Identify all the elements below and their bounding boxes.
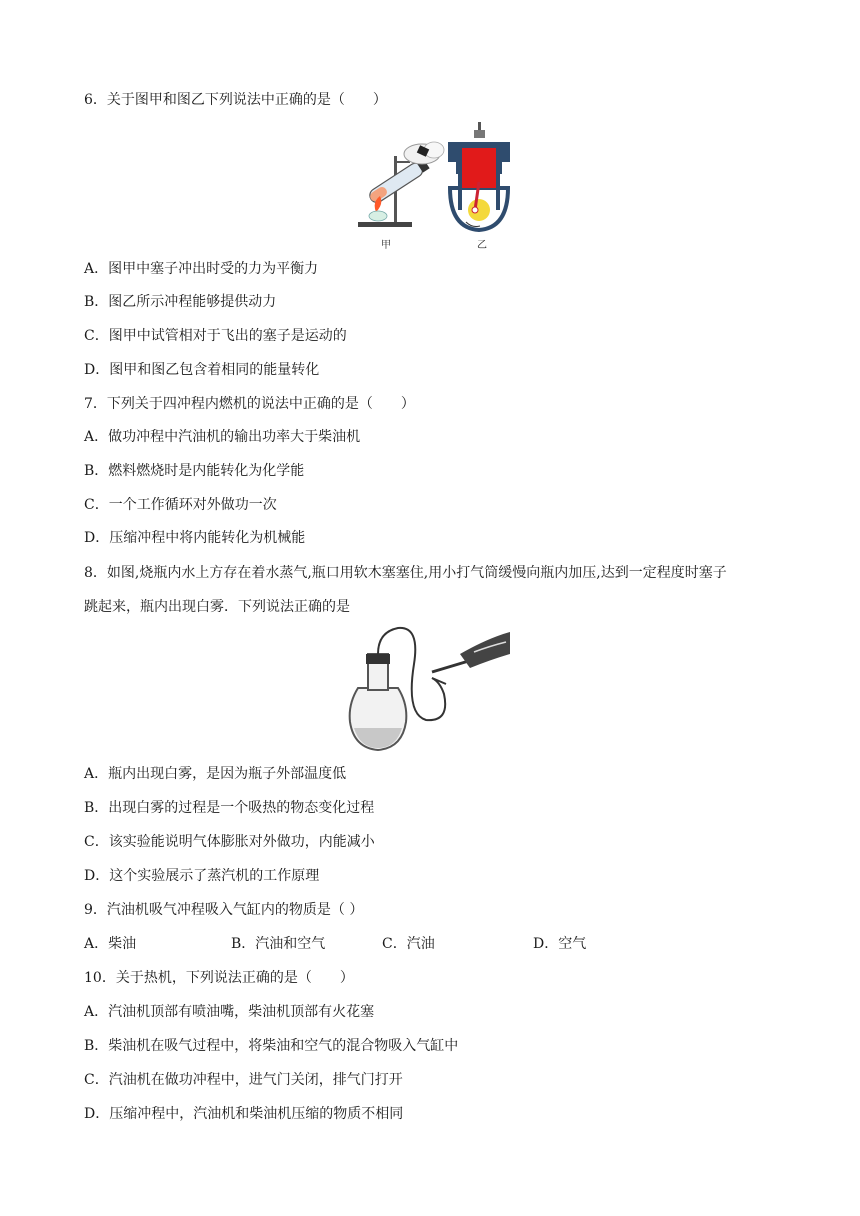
q8-option-c: C．该实验能说明气体膨胀对外做功，内能减小 [84, 834, 375, 850]
q7-option-c: C．一个工作循环对外做功一次 [84, 497, 277, 513]
q8-option-d: D．这个实验展示了蒸汽机的工作原理 [84, 868, 320, 884]
q9-option-a: A．柴油 [84, 936, 137, 952]
q7-option-d: D．压缩冲程中将内能转化为机械能 [84, 530, 306, 546]
q7-option-a: A．做功冲程中汽油机的输出功率大于柴油机 [84, 429, 361, 445]
q8-stem-line2: 跳起来，瓶内出现白雾．下列说法正确的是 [84, 599, 350, 615]
q9-option-d: D．空气 [533, 936, 587, 952]
q10-stem: 10．关于热机，下列说法正确的是（ ） [84, 970, 354, 986]
q7-stem: 7．下列关于四冲程内燃机的说法中正确的是（ ） [84, 396, 415, 412]
q6-option-c: C．图甲中试管相对于飞出的塞子是运动的 [84, 328, 347, 344]
figure-label-yi: 乙 [477, 240, 487, 251]
q8-option-a: A．瓶内出现白雾，是因为瓶子外部温度低 [84, 766, 347, 782]
q6-option-a: A．图甲中塞子冲出时受的力为平衡力 [84, 261, 319, 277]
q10-option-a: A．汽油机顶部有喷油嘴，柴油机顶部有火花塞 [84, 1004, 375, 1020]
figure-q8-flask-and-pump [340, 624, 512, 754]
q6-option-b: B．图乙所示冲程能够提供动力 [84, 294, 277, 310]
figure-label-jia: 甲 [381, 240, 391, 251]
figure-jia-test-tube [358, 142, 444, 227]
q6-option-d: D．图甲和图乙包含着相同的能量转化 [84, 362, 320, 378]
figure-q6-test-tube-and-engine [350, 118, 520, 248]
q9-stem: 9．汽油机吸气冲程吸入气缸内的物质是（ ） [84, 902, 364, 918]
q10-option-b: B．柴油机在吸气过程中，将柴油和空气的混合物吸入气缸中 [84, 1038, 459, 1054]
q6-stem: 6．关于图甲和图乙下列说法中正确的是（ ） [84, 92, 387, 108]
q10-option-d: D．压缩冲程中，汽油机和柴油机压缩的物质不相同 [84, 1106, 404, 1122]
q8-stem-line1: 8．如图,烧瓶内水上方存在着水蒸气,瓶口用软木塞塞住,用小打气筒缓慢向瓶内加压,达到一定程度时塞子 [84, 565, 727, 581]
figure-yi-engine [448, 122, 510, 230]
q9-option-c: C．汽油 [382, 936, 435, 952]
q7-option-b: B．燃料燃烧时是内能转化为化学能 [84, 463, 305, 479]
q9-option-b: B．汽油和空气 [231, 936, 326, 952]
q10-option-c: C．汽油机在做功冲程中，进气门关闭，排气门打开 [84, 1072, 403, 1088]
q8-option-b: B．出现白雾的过程是一个吸热的物态变化过程 [84, 800, 375, 816]
